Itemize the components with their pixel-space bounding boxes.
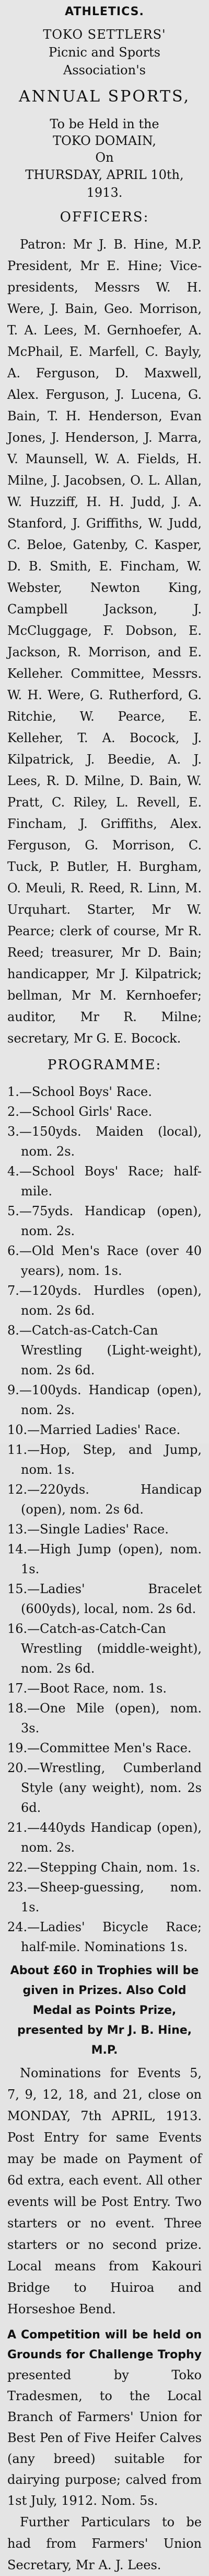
competition-rest: presented by Toko Tradesmen, to the Local Branch of Farmers' Union for Best Pen of Five Heifer Calves (any breed) suitable for dairying purpose; calved from 1st July, 1912. Nom. 5s. xyxy=(7,2368,202,2508)
programme-item: 19.—Committee Men's Race. xyxy=(7,1741,192,1755)
programme-item: 8.—Catch-as-Catch-Can Wrestling (Light-weight), nom. 2s 6d. xyxy=(7,1323,202,1377)
programme-item: 14.—High Jump (open), nom. 1s. xyxy=(7,1542,202,1576)
programme-item: 21.—440yds Handicap (open), nom. 2s. xyxy=(7,1820,202,1855)
programme-item: 1.—School Boys' Race. xyxy=(7,1084,152,1099)
programme-item: 5.—75yds. Handicap (open), nom. 2s. xyxy=(7,1204,202,1238)
event-title: ANNUAL SPORTS, xyxy=(18,87,191,106)
programme-item: 7.—120yds. Hurdles (open), nom. 2s 6d. xyxy=(7,1283,202,1318)
programme-item: 12.—220yds. Handicap (open), nom. 2s 6d. xyxy=(7,1482,202,1517)
event-date: THURSDAY, APRIL 10th, 1913. xyxy=(25,167,184,200)
programme-item: 16.—Catch-as-Catch-Can Wrestling (middle-weight), nom. 2s 6d. xyxy=(7,1621,202,1676)
programme-item: 13.—Single Ladies' Race. xyxy=(7,1522,169,1537)
programme-item: 9.—100yds. Handicap (open), nom. 2s. xyxy=(7,1383,202,1417)
programme-list xyxy=(7,1082,202,1957)
officers-text: Patron: Mr J. B. Hine, M.P. President, Mr E. Hine; Vice-presidents, Messrs W. H. Were, J. Bain, Geo. Morrison, T. A. Lees, M. Gernhoefer, A. McPhail, E. Marfell, C. Bayly, A. Ferguson, D. Maxwell, Alex. Ferguson, J. Lucena, G. Bain, T. H. Henderson, Evan Jones, J. Henderson, J. Marra, V. Maunsell, W. A. Fields, H. Milne, J. Jacobsen, O. L. Allan, W. Huzziff, H. H. Judd, J. A. Stanford, J. Griffiths, W. Judd, C. Beloe, Gatenby, C. Kasper, D. B. Smith, E. Fincham, W. Webster, Newton King, Campbell Jackson, J. McCluggage, F. Dobson, E. Jackson, R. Morrison, and E. Kelleher. Committee, Messrs. W. H. Were, G. Rutherford, G. Ritchie, W. Pearce, E. Kelleher, T. A. Bocock, J. Kilpatrick, J. Beedie, A. J. Lees, R. D. Milne, D. Bain, W. Pratt, C. Riley, L. Revell, E. Fincham, J. Griffiths, Alex. Ferguson, G. Morrison, C. Tuck, P. Butler, H. Burgham, O. Meuli, R. Reed, R. Linn, M. Urquhart. Starter, Mr W. Pearce; clerk of course, Mr R. Reed; treasurer, Mr D. Bain; handicapper, Mr J. Kilpatrick; bellman, Mr M. Kernhoefer; auditor, Mr R. Milne; secretary, Mr G. E. Bocock. xyxy=(7,237,202,1046)
programme-item: 4.—School Boys' Race; half-mile. xyxy=(7,1164,202,1199)
section-heading: ATHLETICS. xyxy=(65,5,144,18)
competition-notice xyxy=(7,2325,202,2512)
competition-bold: A Competition will be held on Grounds for Challenge Trophy xyxy=(7,2328,202,2361)
organisation-name: TOKO SETTLERS' xyxy=(43,27,166,42)
programme-item: 10.—Married Ladies' Race. xyxy=(7,1423,181,1437)
programme-item: 20.—Wrestling, Cumberland Style (any weight), nom. 2s 6d. xyxy=(7,1761,202,1815)
programme-item: 11.—Hop, Step, and Jump, nom. 1s. xyxy=(7,1442,202,1477)
held-line: To be Held in the xyxy=(50,117,159,131)
further-particulars: Further Particulars to be had from Farmers' Union Secretary, Mr A. J. Lees. xyxy=(7,2515,202,2572)
programme-item: 18.—One Mile (open), nom. 3s. xyxy=(7,1701,202,1735)
programme-item: 6.—Old Men's Race (over 40 years), nom. 1s. xyxy=(7,1244,202,1278)
programme-item: 23.—Sheep-guessing, nom. 1s. xyxy=(7,1880,202,1914)
trophies-notice: About £60 in Trophies will be given in Prizes. Also Cold Medal as Points Prize, presented by Mr J. B. Hine, M.P. xyxy=(10,1964,199,2057)
programme-item: 2.—School Girls' Race. xyxy=(7,1104,153,1119)
on-line: On xyxy=(95,150,114,165)
venue: TOKO DOMAIN, xyxy=(53,133,156,148)
programme-item: 15.—Ladies' Bracelet (600yds), local, nom. 2s 6d. xyxy=(7,1582,202,1616)
programme-item: 22.—Stepping Chain, nom. 1s. xyxy=(7,1860,200,1875)
programme-item: 24.—Ladies' Bicycle Race; half-mile. Nominations 1s. xyxy=(7,1920,202,1954)
organisation-subtitle: Picnic and Sports Association's xyxy=(49,45,160,77)
officers-heading: OFFICERS: xyxy=(60,209,149,225)
nominations-notice: Nominations for Events 5, 7, 9, 12, 18, and 21, close on MONDAY, 7th APRIL, 1913. Post Entry for same Events may be made on Payment of 6d extra, each event. All other events will be Post Entry. Two starters or no event. Three starters or no second prize. Local means from Kakouri Bridge to Huiroa and Horseshoe Bend. xyxy=(7,2066,202,2316)
programme-item: 17.—Boot Race, nom. 1s. xyxy=(7,1681,167,1696)
programme-item: 3.—150yds. Maiden (local), nom. 2s. xyxy=(7,1124,202,1159)
programme-heading: PROGRAMME: xyxy=(47,1057,162,1073)
